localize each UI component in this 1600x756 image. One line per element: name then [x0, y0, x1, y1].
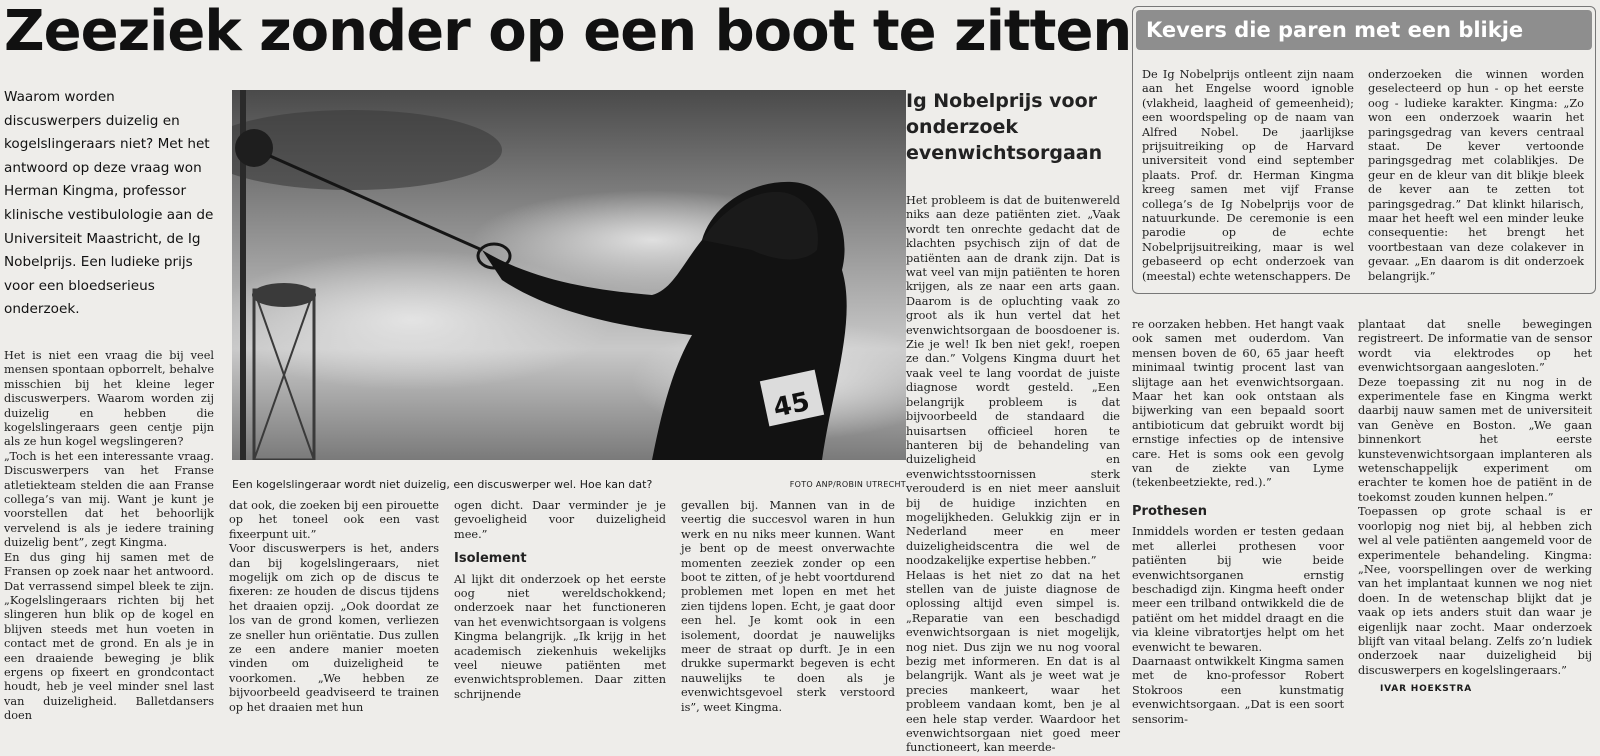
body-column-2: dat ook, die zoeken bij een pirouette op het toneel ook een vast fixeerpunt uit.” Voor discuswerpers is het, anders dan bij kogelslingeraars, niet mogelijk om zich op de discus te fixeren: ze houden de discus tijdens het draaien opzij. „Ook doordat ze los van de grond komen, verliezen ze sneller hun oriëntatie. Dus zullen ze een andere manier moeten vinden om duizeligheid te voorkomen. „We hebben ze bijvoorbeeld geadviseerd te trainen op het draaien met hun: [229, 499, 439, 714]
sidebar-title: Kevers die paren met een blikje: [1146, 18, 1524, 42]
isolement-heading: Isolement: [454, 551, 527, 567]
photo-graphic: [232, 90, 906, 460]
body-column-7: plantaat dat snelle bewegingen registreert. De informatie van de sensor wordt via elektrodes op het evenwichtsorgaan aangesloten.” Deze toepassing zit nu nog in de experimentele fase en Kingma werkt daarbij nauw samen met de universiteit van Genève en Boston. „We gaan binnenkort het eerste kunstevenwichtsorgaan implanteren als wetenschappelijk experiment om erachter te komen hoe de patiënt in de toekomst zouden kunnen helpen.” Toepassen op grote schaal is er voorlopig nog niet bij, al hebben zich wel al vele patiënten aangemeld voor de experimentele behandeling. Kingma: „Nee, voorspellingen over de werking van het implantaat kunnen we nog niet doen. In de wetenschap blijkt dat je vaak op iets anders stuit dan waar je eigenlijk naar zocht. Maar onderzoek blijft van vitaal belang. Zelfs zo’n ludiek onderzoek naar duizeligheid bij discuswerpers en kogelslingeraars.”: [1358, 318, 1592, 677]
prothesen-heading: Prothesen: [1132, 503, 1207, 519]
photo-caption: Een kogelslingeraar wordt niet duizelig, een discuswerper wel. Hoe kan dat?: [232, 478, 653, 491]
body-column-3: [454, 499, 666, 702]
photo-caption-row: [232, 478, 906, 491]
sidebar-column-1: De Ig Nobelprijs ontleent zijn naam aan het Engelse woord ignoble (vlakheid, laagheid of gemeenheid); een woordspeling op de naam van Alfred Nobel. De jaarlijkse prijsuitreiking op de Harvard universiteit vond eind september plaats. Prof. dr. Herman Kingma kreeg samen met vijf Franse collega’s de Ig Nobelprijs voor de natuurkunde. De ceremonie is een parodie op de echte Nobelprijsuitreiking, maar is wel gebaseerd op echt onderzoek van (meestal) echte wetenschappers. De: [1142, 68, 1354, 283]
sidebar-column-2: onderzoeken die winnen worden geselecteerd op hun - op het eerste oog - ludieke karakter. Kingma: „Zo won een onderzoek waarin het paringsgedrag van kevers centraal staat. De kever vertoonde paringsgedrag met colablikjes. De geur en de kleur van dit blikje bleek de kever aan te zetten tot paringsgedrag.” Dat klinkt hilarisch, maar het heeft wel een minder leuke consequentie: het brengt het voortbestaan van deze colakever in gevaar. „En daarom is dit onderzoek belangrijk.”: [1368, 68, 1584, 283]
body-column-4: gevallen bij. Mannen van in de veertig die succesvol waren in hun werk en nu niks meer kunnen. Want je bent op de meest onverwachte momenten zeeziek zonder op een boot te zitten, of je hebt voortdurend problemen met lopen en met het zien tijdens lopen. Echt, je gaat door een hel. Je komt ook in een isolement, doordat je nauwelijks meer de straat op durft. Je in een drukke supermarkt begeven is echt nauwelijks te doen als je evenwichtsgevoel sterk verstoord is”, weet Kingma.: [681, 499, 895, 714]
column-3-paragraph-b: Al lijkt dit onderzoek op het eerste oog niet wereldschokkend; onderzoek naar het functioneren van het evenwichtsorgaan is volgens Kingma belangrijk. „Ik krijg in het academisch ziekenhuis wekelijks veel nieuwe patiënten met evenwichtsproblemen. Daar zitten schrijnende: [454, 572, 666, 701]
byline: IVAR HOEKSTRA: [1380, 684, 1472, 694]
column-3-paragraph-a: ogen dicht. Daar verminder je je gevoeligheid voor duizeligheid mee.”: [454, 499, 666, 541]
bib-number: 45: [770, 386, 813, 424]
intro-lead: Waarom worden discuswerpers duizelig en kogelslingeraars niet? Met het antwoord op deze vraag won Herman Kingma, professor klinische vestibulologie aan de Universiteit Maastricht, de Ig Nobelprijs. Een ludieke prijs voor een bloedserieus onderzoek.: [4, 89, 214, 318]
sidebar-title-bar: [1136, 10, 1592, 50]
column-6-paragraph-a: re oorzaken hebben. Het hangt vaak ook samen met ouderdom. Van mensen boven de 60, 65 jaar heeft minimaal twintig procent last van slijtage aan het evenwichtsorgaan. Maar het kan ook ontstaan als bijwerking van een bepaald soort antibioticum dat gebruikt wordt bij ernstige infecties op de intensive care. Het is soms ook een gevolg van de ziekte van Lyme (tekenbeetziekte, red.).”: [1132, 318, 1344, 490]
photo-credit: FOTO ANP/ROBIN UTRECHT: [789, 480, 906, 489]
body-column-6: [1132, 318, 1344, 727]
hammer-thrower-photo: [232, 90, 906, 460]
headline: Zeeziek zonder op een boot te zitten: [4, 0, 1132, 64]
column-6-paragraph-b: Inmiddels worden er testen gedaan met allerlei prothesen voor patiënten bij wie beide evenwichtsorganen ernstig beschadigd zijn. Kingma heeft onder meer een trilband ontwikkeld die de patiënt om het middel draagt en die via kleine vibratortjes helpt om het evenwicht te bewaren. Daarnaast ontwikkelt Kingma samen met de kno-professor Robert Stokroos een kunstmatig evenwichtsorgaan. „Dat is een soort sensorim-: [1132, 525, 1344, 726]
body-column-5: Het probleem is dat de buitenwereld niks aan deze patiënten ziet. „Vaak wordt ten onrechte gedacht dat de klachten psychisch zijn of dat de patiënten aan de drank zijn. Dat is wat veel van mijn patiënten te horen krijgen, als ze naar een arts gaan. Daarom is de opluchting vaak zo groot als ik hun vertel dat het evenwichtsorgaan de boosdoener is. Zie je wel! Ik ben niet gek!, roepen ze dan.” Volgens Kingma duurt het vaak veel te lang voordat de juiste diagnose wordt gesteld. „Een belangrijk probleem is dat bijvoorbeeld de standaard die huisartsen officieel horen te hanteren bij de behandeling van duizeligheid en evenwichtsstoornissen sterk verouderd is en niet meer aansluit bij de huidige inzichten en mogelijkheden. Gelukkig zijn er in Nederland meer en meer duizeligheidscentra die wel de noodzakelijke expertise hebben.” Helaas is het niet zo dat na het stellen van de juiste diagnose de oplossing altijd even simpel is. „Reparatie van een beschadigd evenwichtsorgaan is niet mogelijk, nog niet. Dus zijn we nu nog vooral bezig met informeren. En dat is al belangrijk. Want als je weet wat je precies mankeert, waar het probleem vandaan komt, ben je al een hele stap verder. Waardoor het evenwichtsorgaan niet goed meer functioneert, kan meerde-: [906, 194, 1120, 755]
article-subheading: Ig Nobelprijs voor onderzoek evenwichtsorgaan: [906, 90, 1103, 164]
body-column-1: Het is niet een vraag die bij veel mensen spontaan opborrelt, behalve misschien bij het kleine leger discuswerpers. Waarom worden zij duizelig en hebben die kogelslingeraars geen centje pijn als ze hun kogel wegslingeren? „Toch is het een interessante vraag. Discuswerpers van het Franse atletiekteam stelden die aan Franse collega’s van mij. Want je kunt je voorstellen dat het behoorlijk vervelend is als je iedere training duizelig bent”, zegt Kingma. En dus ging hij samen met de Fransen op zoek naar het antwoord. Dat verrassend simpel bleek te zijn. „Kogelslingeraars richten bij het slingeren hun blik op de kogel en blijven steeds met hun voeten in contact met de grond. En als je in een draaiende beweging je blik ergens op fixeert en grondcontact houdt, heb je veel minder snel last van duizeligheid. Balletdansers doen: [4, 349, 214, 723]
